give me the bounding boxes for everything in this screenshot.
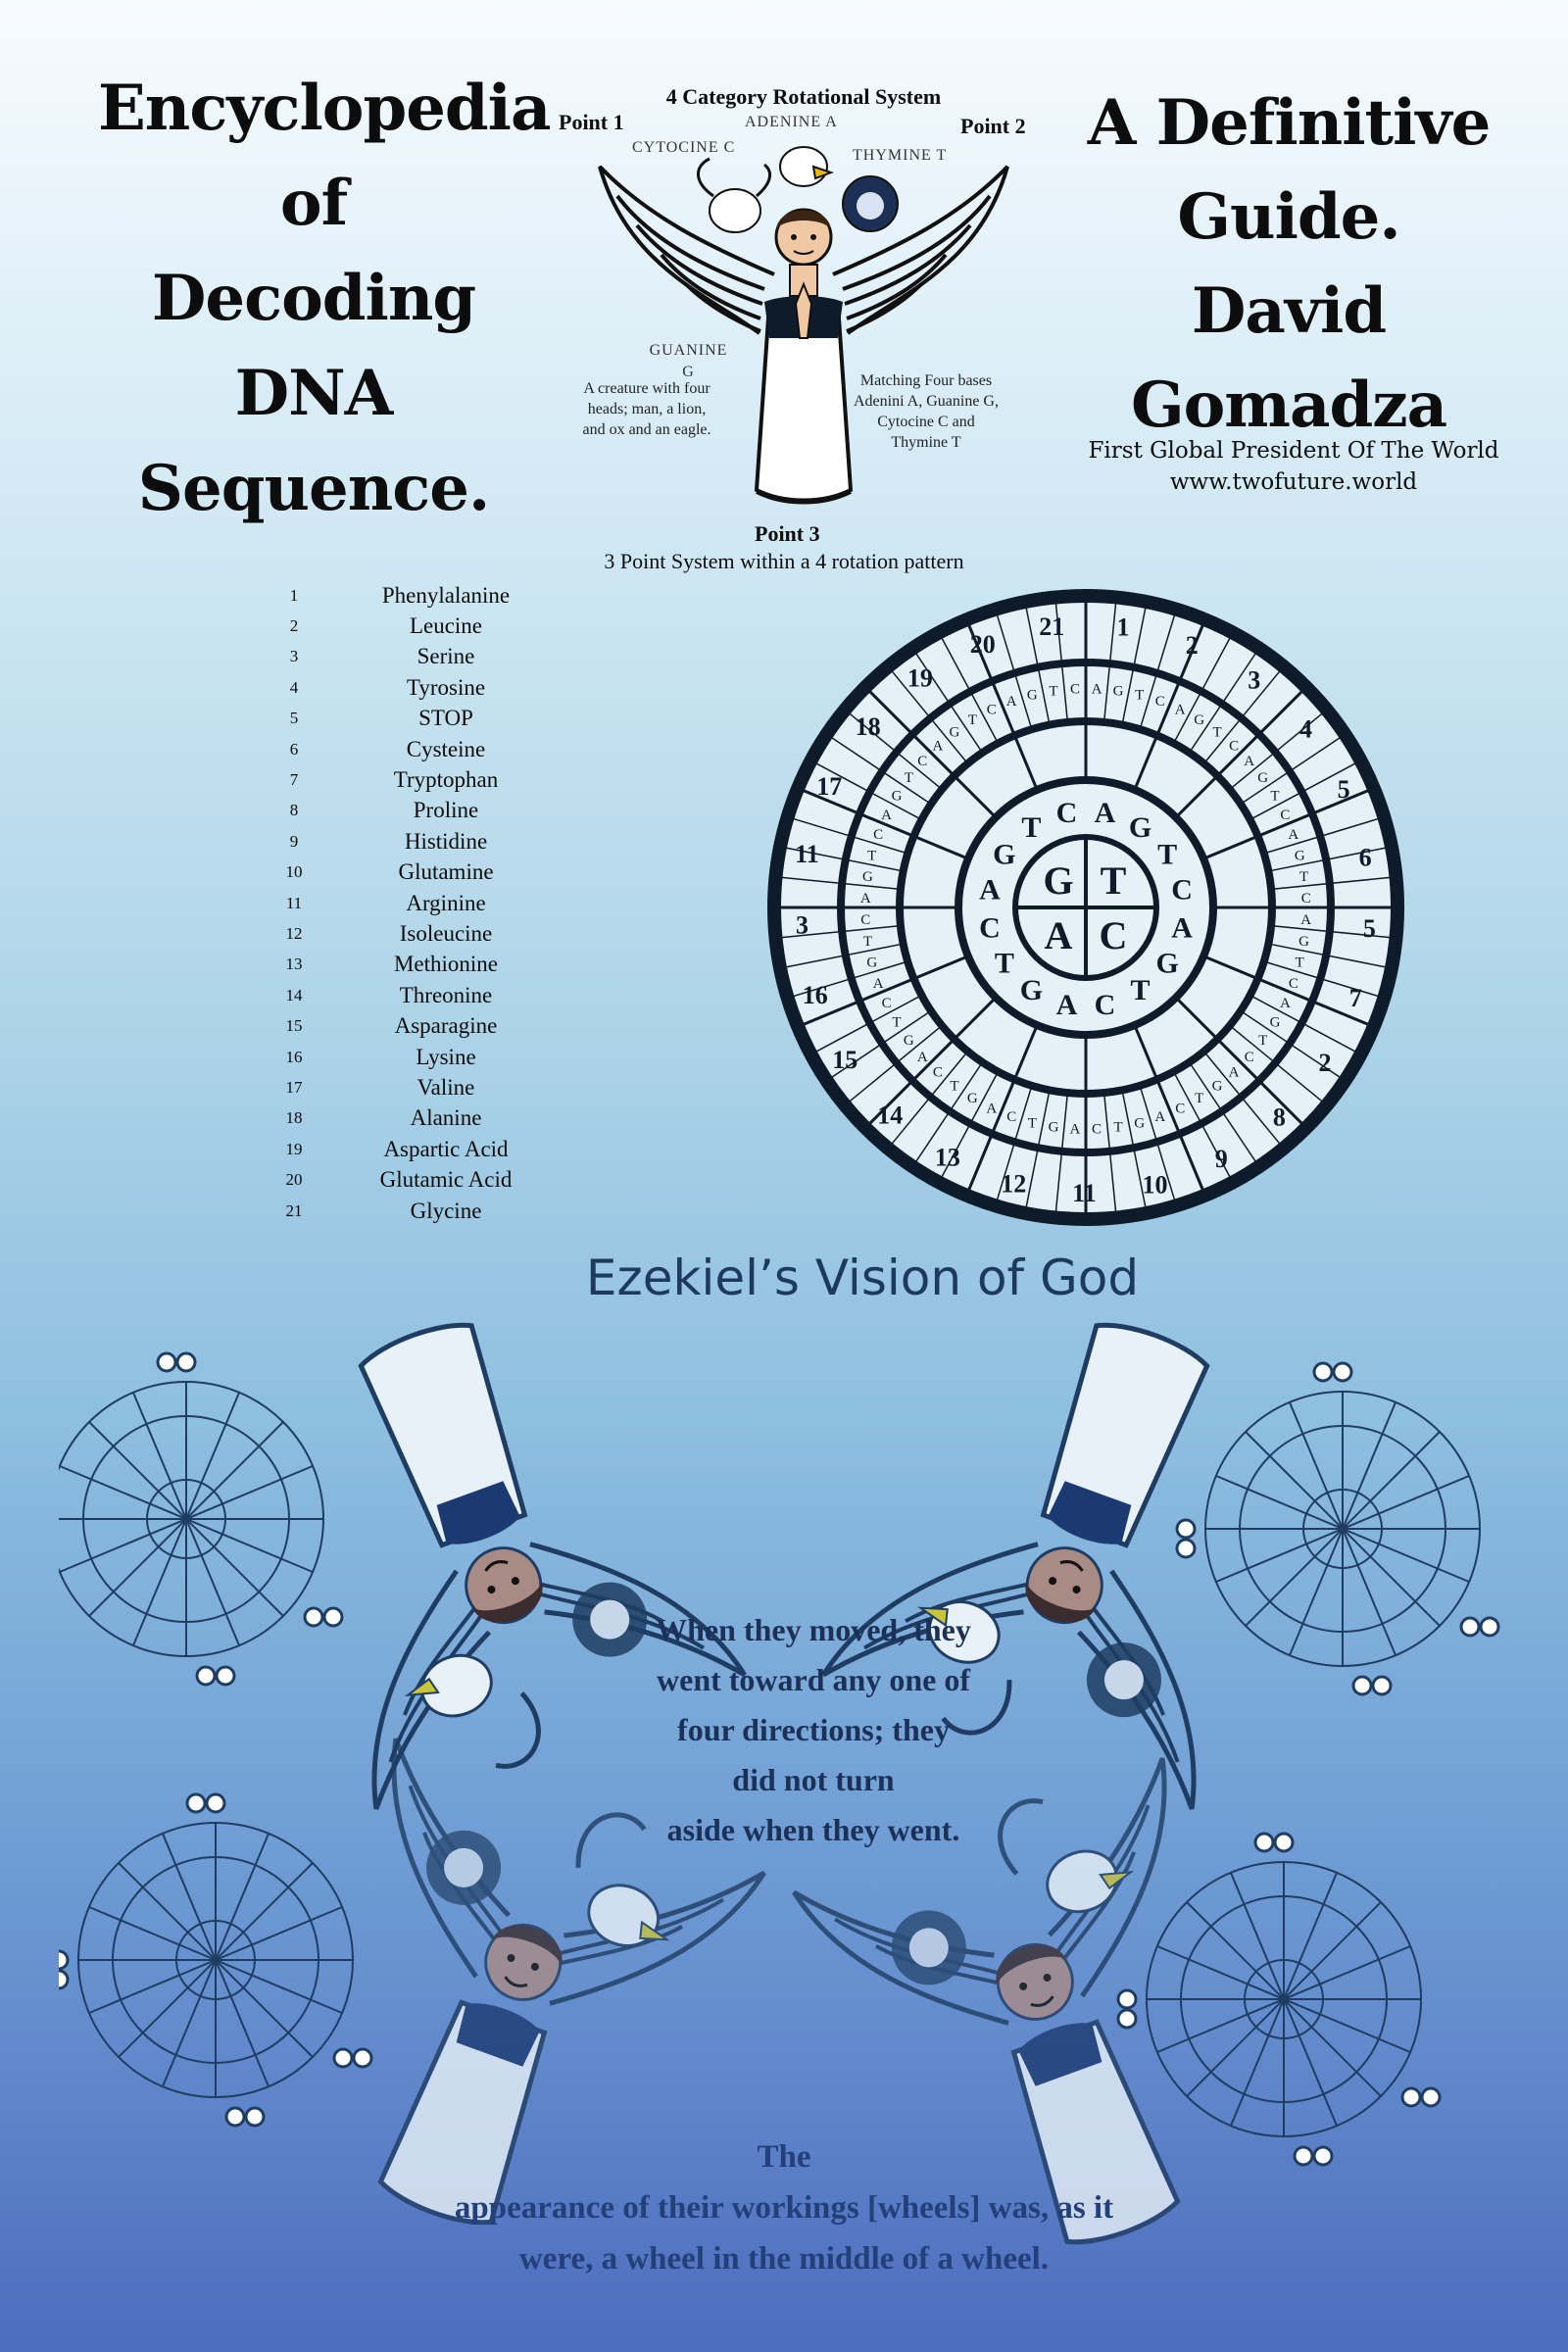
outer-ring-base: T bbox=[1298, 868, 1309, 885]
caption-line: Adenini A, Guanine G, bbox=[854, 393, 999, 410]
author-role: First Global President Of The World bbox=[1088, 438, 1499, 464]
amino-acid-number: 2 bbox=[289, 616, 299, 636]
quote-line: four directions; they bbox=[677, 1712, 950, 1747]
outer-ring-base: T bbox=[1212, 724, 1222, 741]
amino-acid-number: 3 bbox=[289, 647, 299, 666]
outer-ring-base: C bbox=[1006, 1108, 1017, 1125]
eagle-head bbox=[780, 147, 831, 186]
outer-ring-base: C bbox=[1288, 975, 1298, 992]
middle-ring-base: A bbox=[1094, 796, 1116, 829]
outer-ring-base: G bbox=[966, 1090, 978, 1106]
amino-acid-name: Cysteine bbox=[406, 736, 486, 761]
outer-ring-number: 18 bbox=[855, 711, 881, 741]
outer-ring-number: 9 bbox=[1214, 1144, 1228, 1173]
amino-acid-name: STOP bbox=[418, 706, 473, 731]
amino-acid-number: 7 bbox=[289, 770, 299, 790]
middle-ring-base: G bbox=[1155, 947, 1179, 980]
figure-heading: 4 Category Rotational System bbox=[665, 84, 942, 109]
amino-acid-name: Glutamine bbox=[398, 859, 494, 885]
outer-ring-base: T bbox=[904, 769, 913, 786]
amino-acid-number: 14 bbox=[285, 985, 303, 1004]
amino-acid-name: Glycine bbox=[410, 1198, 482, 1223]
amino-acid-row bbox=[255, 642, 568, 672]
outer-ring-number: 8 bbox=[1272, 1102, 1286, 1132]
title-left bbox=[98, 61, 551, 536]
amino-acid-name: Phenylalanine bbox=[381, 582, 511, 608]
middle-ring-base: A bbox=[1055, 989, 1078, 1022]
outer-ring-number: 4 bbox=[1298, 714, 1312, 744]
outer-ring-base: G bbox=[903, 1033, 914, 1050]
amino-acid-name: Threonine bbox=[399, 982, 493, 1007]
title-line: Sequence. bbox=[137, 452, 490, 525]
outer-ring-number: 1 bbox=[1116, 612, 1130, 642]
amino-acid-row bbox=[255, 1042, 568, 1072]
amino-acid-number: 13 bbox=[285, 955, 303, 974]
outer-ring-base: A bbox=[1288, 827, 1299, 844]
outer-ring-base: A bbox=[1228, 1064, 1240, 1081]
center-base: A bbox=[1044, 913, 1073, 957]
quote-line: appearance of their workings [wheels] was, as it bbox=[454, 2190, 1114, 2226]
middle-ring-base: A bbox=[1171, 911, 1193, 945]
outer-ring-base: A bbox=[1244, 753, 1255, 769]
center-base: C bbox=[1099, 913, 1128, 957]
amino-acid-number: 20 bbox=[285, 1170, 303, 1190]
outer-ring-base: G bbox=[1298, 934, 1309, 951]
middle-ring-base: C bbox=[979, 911, 1001, 945]
amino-acid-name: Aspartic Acid bbox=[383, 1136, 509, 1161]
outer-ring-number: 14 bbox=[877, 1101, 904, 1130]
amino-acid-number: 8 bbox=[289, 801, 299, 820]
middle-ring-base: A bbox=[979, 873, 1001, 906]
outer-ring-base: G bbox=[1294, 848, 1305, 864]
outer-ring-base: T bbox=[1295, 955, 1304, 971]
middle-ring-base: T bbox=[994, 947, 1014, 980]
amino-acid-row bbox=[255, 764, 568, 795]
outer-ring-base: T bbox=[867, 848, 877, 864]
quote-line: The bbox=[757, 2139, 811, 2175]
outer-ring-base: C bbox=[1300, 890, 1311, 906]
vision-quote-1 bbox=[578, 1605, 1049, 1855]
outer-ring-base: G bbox=[891, 788, 903, 805]
amino-acid-number: 11 bbox=[285, 893, 303, 912]
outer-ring-base: C bbox=[1229, 738, 1240, 755]
codon-wheel bbox=[764, 586, 1407, 1229]
cytocine-label: CYTOCINE C bbox=[632, 139, 736, 156]
outer-ring-base: A bbox=[859, 890, 871, 906]
quote-line: went toward any one of bbox=[657, 1662, 970, 1697]
amino-acid-row bbox=[255, 826, 568, 857]
outer-ring-base: T bbox=[1258, 1033, 1268, 1050]
system-caption: 3 Point System within a 4 rotation pattern bbox=[604, 549, 964, 573]
outer-ring-base: G bbox=[1048, 1119, 1059, 1136]
outer-ring-base: T bbox=[950, 1078, 959, 1095]
outer-ring-number: 12 bbox=[1001, 1169, 1027, 1199]
outer-ring-number: 16 bbox=[802, 981, 828, 1010]
amino-acid-row bbox=[255, 796, 568, 826]
middle-ring-base: G bbox=[1128, 810, 1152, 844]
amino-acid-number: 21 bbox=[285, 1200, 303, 1220]
outer-ring-base: C bbox=[1069, 681, 1080, 698]
outer-ring-base: A bbox=[872, 975, 884, 992]
outer-ring-number: 17 bbox=[816, 772, 843, 802]
outer-ring-number: 6 bbox=[1358, 843, 1372, 872]
quote-line: When they moved, they bbox=[656, 1612, 971, 1647]
quote-line: did not turn bbox=[732, 1762, 895, 1797]
outer-ring-number: 2 bbox=[1318, 1048, 1332, 1077]
amino-acid-row bbox=[255, 672, 568, 703]
outer-ring-base: T bbox=[892, 1014, 902, 1031]
middle-ring-base: T bbox=[1021, 810, 1042, 844]
title-line: Gomadza bbox=[1130, 368, 1447, 442]
outer-ring-base: A bbox=[1300, 912, 1312, 929]
outer-ring-base: A bbox=[1174, 702, 1186, 718]
ox-head bbox=[698, 159, 769, 232]
outer-ring-base: T bbox=[1270, 788, 1280, 805]
outer-ring-base: T bbox=[1027, 1115, 1037, 1132]
outer-ring-base: G bbox=[1026, 687, 1038, 704]
middle-ring-base: T bbox=[1157, 838, 1178, 871]
outer-ring-number: 11 bbox=[1072, 1178, 1097, 1207]
title-line: of bbox=[279, 167, 348, 240]
lion-head bbox=[843, 176, 898, 231]
amino-acid-name: Isoleucine bbox=[399, 920, 493, 946]
outer-ring-base: G bbox=[862, 868, 873, 885]
outer-ring-base: A bbox=[1005, 694, 1017, 710]
amino-acid-name: Serine bbox=[416, 644, 475, 669]
outer-ring-base: T bbox=[967, 712, 977, 729]
outer-ring-base: C bbox=[1154, 694, 1165, 710]
outer-ring-base: G bbox=[949, 724, 960, 741]
amino-acid-list bbox=[255, 580, 568, 1226]
amino-acid-row bbox=[255, 1072, 568, 1102]
outer-ring-base: C bbox=[873, 827, 884, 844]
amino-acid-number: 4 bbox=[289, 677, 299, 697]
amino-acid-row bbox=[255, 1134, 568, 1164]
outer-ring-number: 5 bbox=[1362, 913, 1376, 943]
middle-ring-base: C bbox=[1171, 873, 1193, 906]
amino-acid-row bbox=[255, 1010, 568, 1041]
outer-ring-base: C bbox=[1092, 1121, 1102, 1138]
amino-acid-name: Arginine bbox=[406, 890, 486, 915]
outer-ring-base: A bbox=[986, 1101, 998, 1117]
caption-line: Cytocine C and bbox=[877, 414, 975, 430]
center-base: T bbox=[1100, 858, 1127, 903]
title-right bbox=[1068, 76, 1509, 453]
guanine-letter: G bbox=[682, 364, 695, 380]
outer-ring-base: C bbox=[932, 1064, 943, 1081]
amino-acid-row bbox=[255, 1164, 568, 1195]
outer-ring-number: 3 bbox=[1248, 665, 1261, 695]
outer-ring-number: 20 bbox=[969, 629, 996, 659]
middle-ring-base: G bbox=[993, 838, 1016, 871]
outer-ring-base: A bbox=[1091, 681, 1102, 698]
outer-ring-base: C bbox=[881, 996, 892, 1012]
vision-quote-2 bbox=[294, 2132, 1274, 2284]
author-website: www.twofuture.world bbox=[1169, 469, 1418, 495]
outer-ring-base: A bbox=[1069, 1121, 1081, 1138]
point1-label: Point 1 bbox=[559, 110, 624, 134]
outer-ring-number: 5 bbox=[1337, 775, 1350, 805]
outer-ring-base: C bbox=[917, 753, 928, 769]
amino-acid-name: Valine bbox=[416, 1074, 475, 1100]
amino-acid-name: Tyrosine bbox=[406, 674, 486, 700]
caption-line: Matching Four bases bbox=[859, 372, 993, 389]
title-line: Decoding bbox=[151, 262, 476, 335]
outer-ring-number: 11 bbox=[795, 840, 819, 869]
amino-acid-row bbox=[255, 950, 568, 980]
outer-ring-base: G bbox=[1269, 1014, 1281, 1031]
amino-acid-row bbox=[255, 580, 568, 611]
caption-line: heads; man, a lion, bbox=[587, 401, 707, 417]
outer-ring-base: T bbox=[1113, 1119, 1123, 1136]
outer-ring-base: C bbox=[1175, 1101, 1186, 1117]
amino-acid-name: Tryptophan bbox=[393, 767, 499, 793]
outer-ring-base: G bbox=[866, 955, 878, 971]
angel-illustration bbox=[588, 127, 1019, 529]
outer-ring-base: C bbox=[1244, 1050, 1254, 1066]
title-line: A Definitive bbox=[1087, 86, 1491, 160]
thymine-label: THYMINE T bbox=[853, 147, 948, 164]
caption-line: A creature with four bbox=[583, 380, 710, 397]
amino-acid-number: 6 bbox=[289, 739, 299, 759]
author-subtitle bbox=[1058, 435, 1529, 498]
title-line: David bbox=[1191, 274, 1387, 348]
vision-heading: Ezekiel’s Vision of God bbox=[585, 1250, 1140, 1306]
amino-acid-row bbox=[255, 918, 568, 949]
amino-acid-name: Lysine bbox=[416, 1044, 476, 1069]
point3-label: Point 3 bbox=[755, 521, 820, 546]
adenine-label: ADENINE A bbox=[745, 114, 838, 130]
guanine-word: GUANINE bbox=[649, 342, 728, 359]
amino-acid-name: Histidine bbox=[404, 828, 488, 854]
outer-ring-number: 2 bbox=[1185, 630, 1199, 660]
amino-acid-number: 1 bbox=[289, 585, 299, 605]
outer-ring-base: A bbox=[932, 738, 944, 755]
outer-ring-base: G bbox=[1134, 1115, 1146, 1132]
amino-acid-number: 17 bbox=[285, 1077, 303, 1097]
outer-ring-base: A bbox=[1154, 1108, 1166, 1125]
amino-acid-row bbox=[255, 858, 568, 888]
amino-acid-number: 9 bbox=[289, 831, 299, 851]
amino-acid-row bbox=[255, 888, 568, 918]
amino-acid-name: Methionine bbox=[393, 952, 499, 977]
middle-ring-base: T bbox=[1130, 974, 1151, 1007]
amino-acid-number: 10 bbox=[285, 862, 303, 882]
amino-acid-name: Alanine bbox=[410, 1105, 482, 1131]
title-line: Guide. bbox=[1177, 180, 1400, 254]
outer-ring-number: 7 bbox=[1348, 984, 1362, 1013]
quote-line: were, a wheel in the middle of a wheel. bbox=[518, 2241, 1050, 2277]
outer-ring-base: G bbox=[1112, 683, 1124, 700]
amino-acid-row bbox=[255, 1103, 568, 1134]
amino-acid-row bbox=[255, 1196, 568, 1226]
outer-ring-number: 19 bbox=[906, 663, 933, 693]
middle-ring-base: C bbox=[1055, 796, 1078, 829]
amino-acid-row bbox=[255, 734, 568, 764]
outer-ring-number: 15 bbox=[832, 1046, 858, 1075]
caption-line: and ox and an eagle. bbox=[582, 421, 711, 438]
amino-acid-name: Leucine bbox=[409, 613, 483, 639]
amino-acid-row bbox=[255, 980, 568, 1010]
outer-ring-base: A bbox=[1279, 996, 1291, 1012]
outer-ring-base: G bbox=[1194, 712, 1205, 729]
outer-ring-base: T bbox=[862, 934, 873, 951]
outer-ring-base: T bbox=[1049, 683, 1058, 700]
amino-acid-name: Glutamic Acid bbox=[379, 1167, 513, 1193]
amino-acid-number: 19 bbox=[285, 1139, 303, 1158]
outer-ring-base: A bbox=[916, 1050, 928, 1066]
outer-ring-base: C bbox=[1280, 807, 1291, 823]
amino-acid-row bbox=[255, 611, 568, 641]
outer-ring-base: A bbox=[881, 807, 893, 823]
amino-acid-number: 18 bbox=[285, 1108, 303, 1128]
point2-label: Point 2 bbox=[960, 114, 1026, 138]
amino-acid-number: 15 bbox=[285, 1016, 303, 1036]
amino-acid-name: Proline bbox=[413, 798, 479, 823]
outer-ring-number: 13 bbox=[934, 1143, 960, 1172]
outer-ring-base: T bbox=[1135, 687, 1145, 704]
middle-ring-base: C bbox=[1094, 989, 1116, 1022]
amino-acid-row bbox=[255, 704, 568, 734]
outer-ring-base: T bbox=[1195, 1090, 1204, 1106]
title-line: DNA bbox=[234, 357, 393, 430]
center-base: G bbox=[1043, 858, 1074, 903]
middle-ring-base: G bbox=[1019, 974, 1044, 1007]
outer-ring-number: 21 bbox=[1039, 612, 1065, 642]
outer-ring-base: C bbox=[986, 702, 997, 718]
caption-line: Thymine T bbox=[891, 434, 961, 451]
amino-acid-number: 5 bbox=[289, 709, 299, 728]
outer-ring-number: 3 bbox=[795, 910, 808, 940]
title-line: Encyclopedia bbox=[98, 72, 551, 145]
amino-acid-name: Asparagine bbox=[394, 1013, 498, 1039]
amino-acid-number: 16 bbox=[285, 1047, 303, 1066]
quote-line: aside when they went. bbox=[666, 1812, 960, 1847]
outer-ring-base: C bbox=[860, 912, 871, 929]
outer-ring-base: G bbox=[1211, 1078, 1223, 1095]
outer-ring-number: 10 bbox=[1142, 1170, 1168, 1200]
amino-acid-number: 12 bbox=[285, 923, 303, 943]
outer-ring-base: G bbox=[1257, 769, 1269, 786]
